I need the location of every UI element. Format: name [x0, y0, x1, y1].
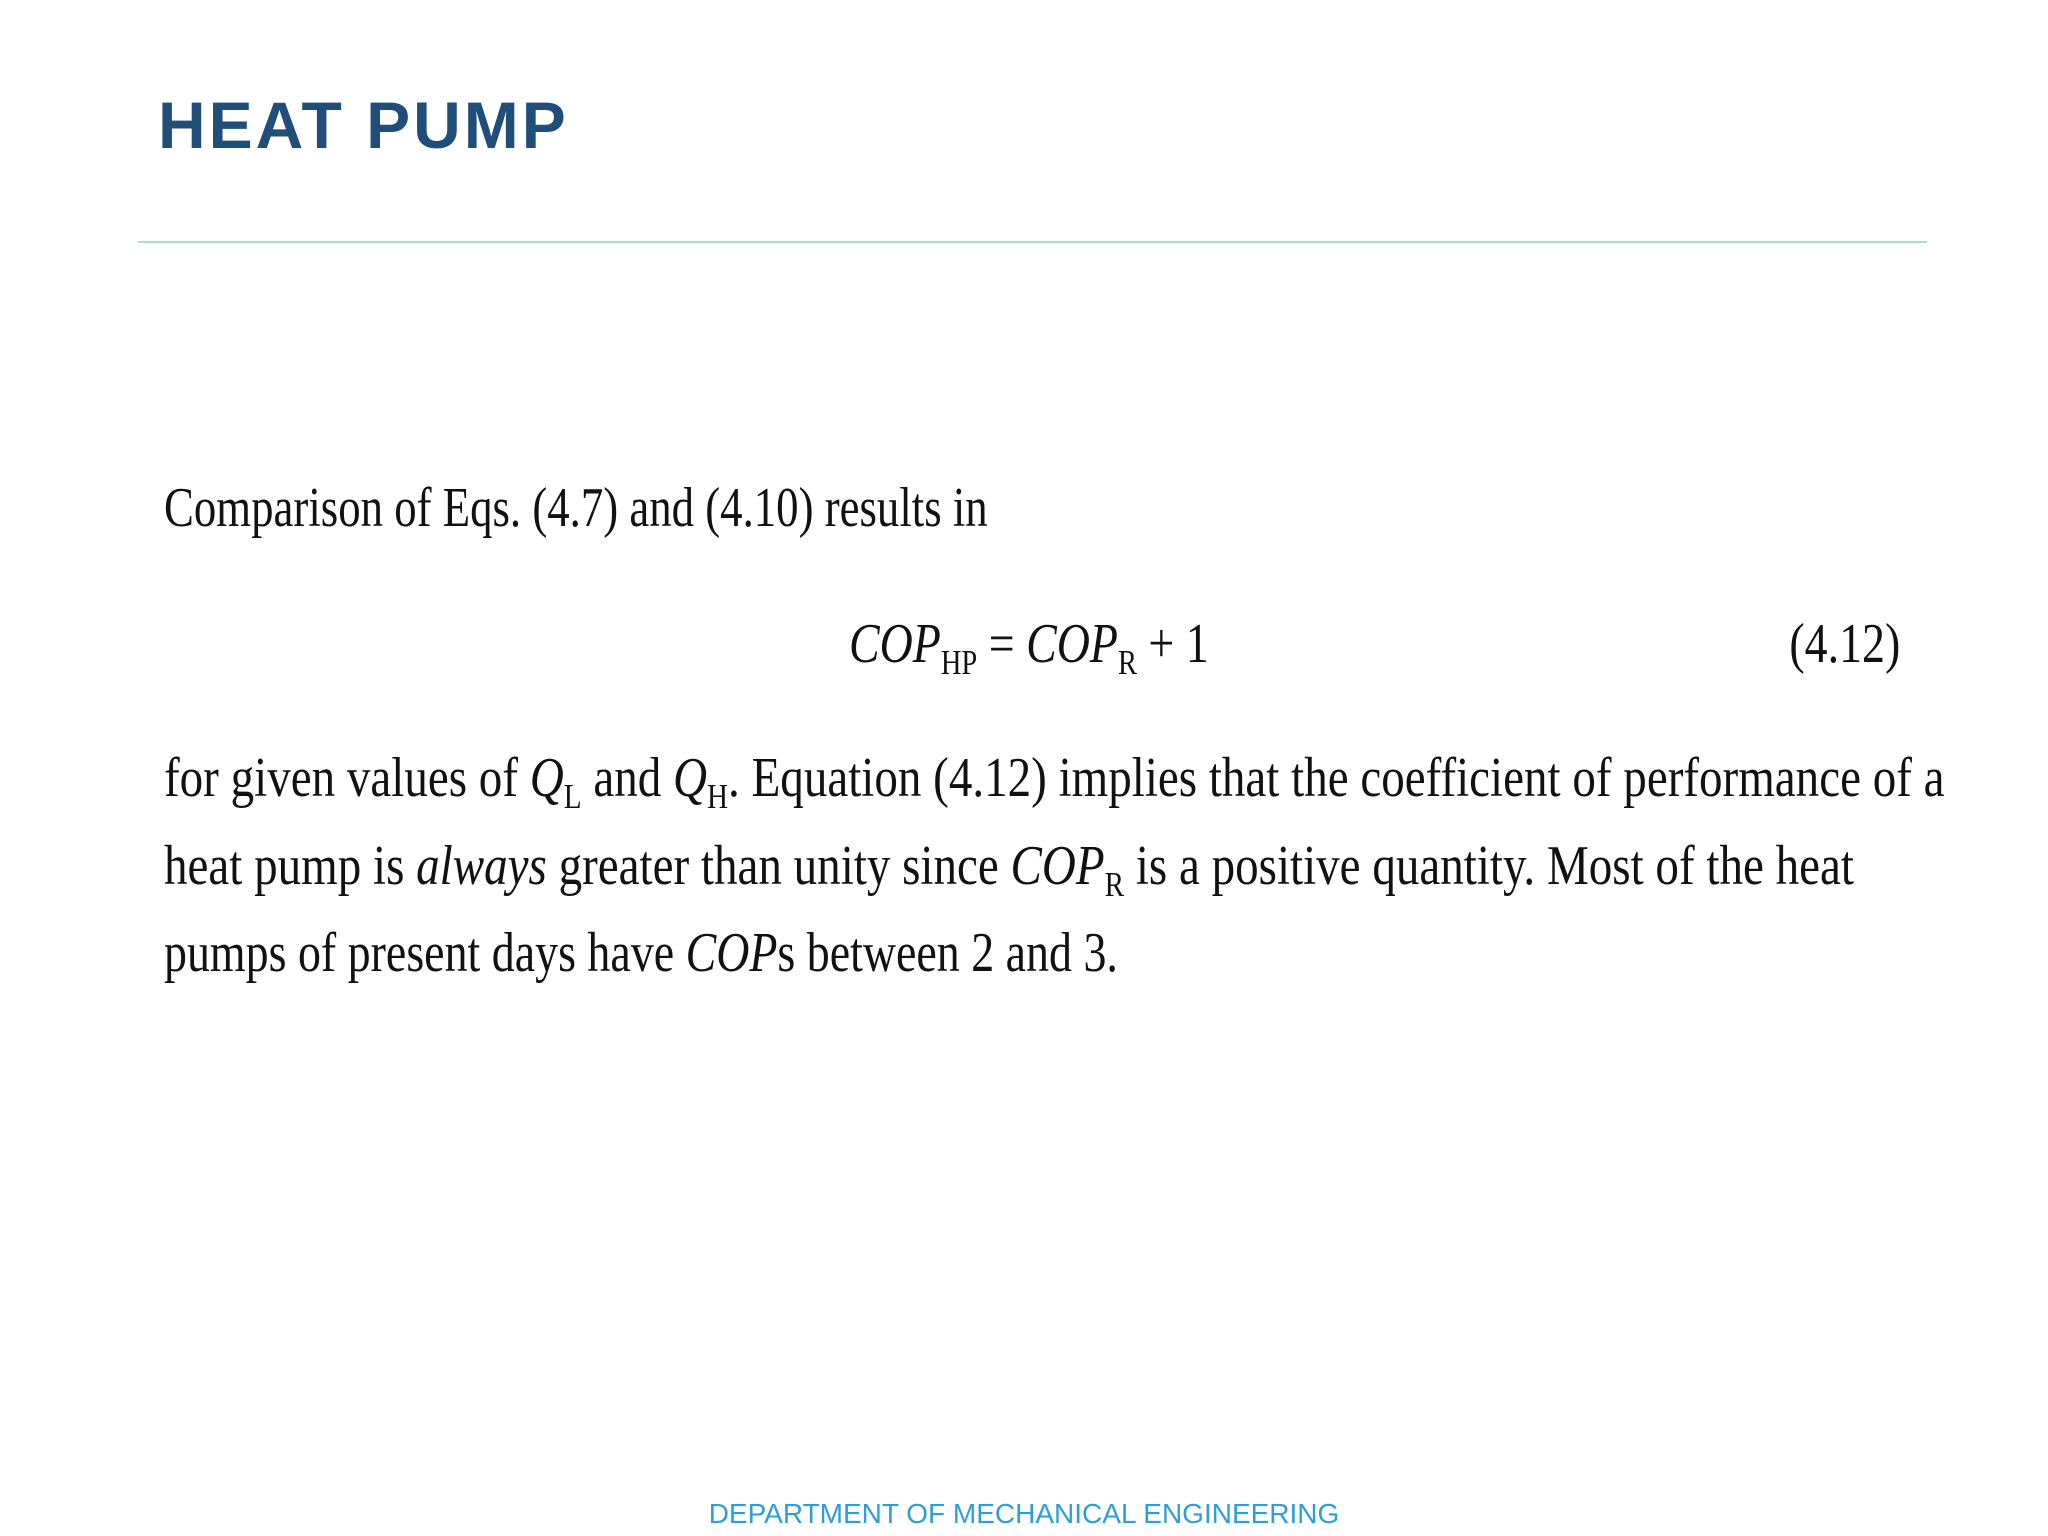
paragraph-line: for given values of $Q_L$ and $Q_H$. Equation (4.12) implies that the coefficient of performance of a — [164, 747, 1945, 817]
paragraph-line: heat pump is always greater than unity since $COP_R$ is a positive quantity. Most of the heat — [164, 835, 1854, 905]
paragraph-line: pumps of present days have COPs between 2 and 3. — [164, 922, 1118, 984]
title-divider — [138, 241, 1927, 243]
footer-department: DEPARTMENT OF MECHANICAL ENGINEERING — [708, 1498, 1340, 1529]
slide-title: HEAT PUMP — [158, 88, 569, 162]
equation-4-12 — [164, 613, 1900, 696]
equation-number: (4.12) — [1789, 613, 1900, 675]
textbook-excerpt-image — [164, 470, 1945, 1020]
cop-equation: $COP_{HP} = COP_R + 1$ — [849, 613, 1209, 683]
intro-sentence: Comparison of Eqs. (4.7) and (4.10) results in — [164, 477, 988, 539]
